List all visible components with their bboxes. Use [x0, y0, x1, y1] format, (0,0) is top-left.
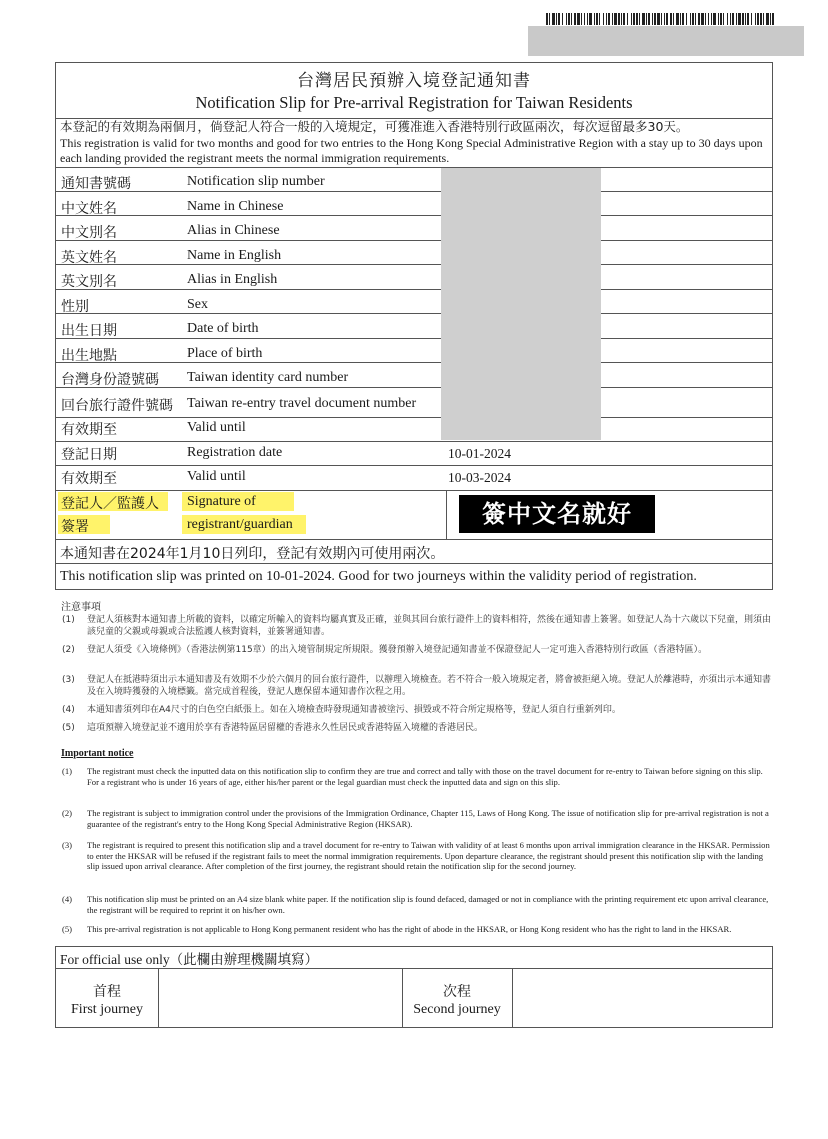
note-item — [62, 675, 774, 699]
field-label-zh: 中文姓名 — [61, 201, 117, 217]
signature-label-zh: 登記人／監護人 — [61, 496, 159, 512]
field-label-en: Place of birth — [187, 346, 263, 361]
notes-heading-chinese: 注意事項 — [61, 602, 101, 613]
field-label-en: Valid until — [187, 420, 246, 435]
title-chinese: 台灣居民預辦入境登記通知書 — [297, 71, 531, 91]
field-label-en: Valid until — [187, 469, 246, 484]
field-label-zh: 有效期至 — [61, 422, 117, 438]
field-label-zh: 性別 — [61, 299, 89, 315]
note-text: 登記人須受《入境條例》（香港法例第115章）的出入境管制規定所規限。獲發預辦入境登記通知書並不保證登記人一定可進入香港特別行政區（香港特區）。 — [87, 645, 708, 655]
note-number: (3) — [62, 675, 75, 685]
official-use-heading: For official use only（此欄由辦理機關填寫） — [60, 952, 319, 967]
note-text: 登記人須核對本通知書上所載的資料，以確定所輸入的資料均屬真實及正確，並與其回台旅行證件上的資料相符，然後在通知書上簽署。如登記人為十六歲以下兒童，則須由該兒童的父親或母親或合法監護人核對資料，並簽署通知書。 — [87, 615, 772, 637]
first-journey-label-zh: 首程 — [93, 984, 121, 1000]
note-number: (4) — [62, 705, 75, 715]
note-item — [62, 808, 776, 830]
note-text: The registrant must check the inputted data on this notification slip to confirm they are true and correct and tally with those on the travel document for re-entry to Taiwan before signing on this slip. For a registrant who is under 16 years of age, either his/her parent or the legal guardian must check the inputted data and sign on this slip. — [87, 766, 763, 787]
field-label-zh: 台灣身份證號碼 — [61, 372, 159, 388]
note-item — [62, 840, 776, 884]
note-number: (1) — [62, 615, 75, 625]
first-journey-label-en: First journey — [71, 1002, 143, 1017]
note-item — [62, 723, 774, 735]
field-label-en: Registration date — [187, 445, 283, 460]
note-number: (5) — [62, 924, 73, 934]
barcode — [546, 13, 774, 25]
registration-date-value: 10-01-2024 — [448, 446, 511, 461]
field-label-zh: 出生日期 — [61, 323, 117, 339]
signature-label-zh-2: 簽署 — [61, 519, 89, 535]
note-item — [62, 924, 776, 946]
note-item — [62, 615, 774, 639]
second-journey-label-zh: 次程 — [443, 984, 471, 1000]
printed-statement-chinese: 本通知書在2024年1月10日列印，登記有效期內可使用兩次。 — [60, 546, 445, 562]
second-journey-label-en: Second journey — [413, 1002, 501, 1017]
note-text: The registrant is subject to immigration control under the provisions of the Immigration Ordinance, Chapter 115, Laws of Hong Kong. The issue of notification slip for pre-arrival registration is not a guarantee of the registrant's entry to the Hong Kong Special Administrative Region (HKSAR). — [87, 808, 769, 829]
title-english: Notification Slip for Pre-arrival Registration for Taiwan Residents — [195, 93, 633, 112]
note-number: (2) — [62, 645, 75, 655]
signature-label-en: Signature of — [187, 494, 256, 509]
note-number: (5) — [62, 723, 75, 733]
field-label-zh: 出生地點 — [61, 348, 117, 364]
note-item — [62, 645, 774, 669]
field-label-zh: 英文別名 — [61, 274, 117, 290]
printed-statement-english: This notification slip was printed on 10-01-2024. Good for two journeys within the validity period of registration. — [60, 569, 697, 584]
validity-statement-english: This registration is valid for two months and good for two entries to the Hong Kong Special Administrative Region with a stay up to 30 days upon each landing provided the registrant meets the normal immigration requirements. — [60, 136, 763, 165]
field-label-zh: 回台旅行證件號碼 — [61, 398, 173, 414]
note-text: 本通知書須列印在A4尺寸的白色空白紙張上。如在入境檢查時發現通知書被塗污、損毀或不符合所定規格等，登記人須自行重新列印。 — [87, 705, 621, 715]
field-label-en: Taiwan re-entry travel document number — [187, 396, 417, 411]
field-label-en: Taiwan identity card number — [187, 370, 349, 385]
handwritten-annotation: 簽中文名就好 — [459, 495, 655, 533]
note-number: (2) — [62, 808, 73, 818]
note-item — [62, 766, 776, 798]
field-label-en: Alias in English — [187, 272, 278, 287]
field-label-en: Name in Chinese — [187, 199, 284, 214]
field-label-zh: 通知書號碼 — [61, 176, 131, 192]
field-label-en: Name in English — [187, 248, 282, 263]
note-text: This pre-arrival registration is not applicable to Hong Kong permanent resident who has the right of abode in the HKSAR, or Hong Kong resident who has the right to land in the HKSAR. — [87, 924, 732, 934]
note-number: (4) — [62, 894, 73, 904]
field-label-en: Sex — [187, 297, 208, 312]
note-text: The registrant is required to present this notification slip and a travel document for re-entry to Taiwan with validity of at least 6 months upon arrival immigration clearance in the HKSAR. Permission to enter the HKSAR will be refused if the registrant fails to meet the normal immigration requirements. Upon departure clearance, the registrant should present this notification slip with the landing slip issued upon arrival clearance. After completion of the first journey, the registrant should retain the notification slip for the second journey. — [87, 840, 770, 871]
field-label-en: Alias in Chinese — [187, 223, 280, 238]
signature-label-en-2: registrant/guardian — [187, 517, 293, 532]
note-number: (3) — [62, 840, 73, 850]
notes-heading-english: Important notice — [61, 748, 134, 759]
field-label-en: Notification slip number — [187, 174, 325, 189]
note-text: 這項預辦入境登記並不適用於享有香港特區居留權的香港永久性居民或香港特區入境權的香港居民。 — [87, 723, 484, 733]
note-item — [62, 894, 776, 916]
valid-until-value: 10-03-2024 — [448, 470, 511, 485]
field-label-zh: 中文別名 — [61, 225, 117, 241]
redaction-block-personal-data — [441, 168, 601, 440]
validity-statement-chinese: 本登記的有效期為兩個月，倘登記人符合一般的入境規定，可獲准進入香港特別行政區兩次，每次逗留最多30天。 — [60, 119, 689, 134]
field-label-zh: 登記日期 — [61, 447, 117, 463]
field-label-zh: 有效期至 — [61, 471, 117, 487]
field-label-en: Date of birth — [187, 321, 259, 336]
note-number: (1) — [62, 766, 73, 776]
redaction-block-top — [528, 26, 804, 56]
field-label-zh: 英文姓名 — [61, 250, 117, 266]
note-item — [62, 705, 774, 717]
note-text: This notification slip must be printed on an A4 size blank white paper. If the notification slip is found defaced, damaged or not in compliance with the printing requirement etc upon arrival clearance, the registrant will be required to reprint it on his/her own. — [87, 894, 769, 915]
note-text: 登記人在抵港時須出示本通知書及有效期不少於六個月的回台旅行證件，以辦理入境檢查。若不符合一般入境規定者，將會被拒絕入境。登記人於離港時，亦須出示本通知書及在入境時獲發的入境標籤。當完成首程後，登記人應保留本通知書作次程之用。 — [87, 675, 772, 697]
